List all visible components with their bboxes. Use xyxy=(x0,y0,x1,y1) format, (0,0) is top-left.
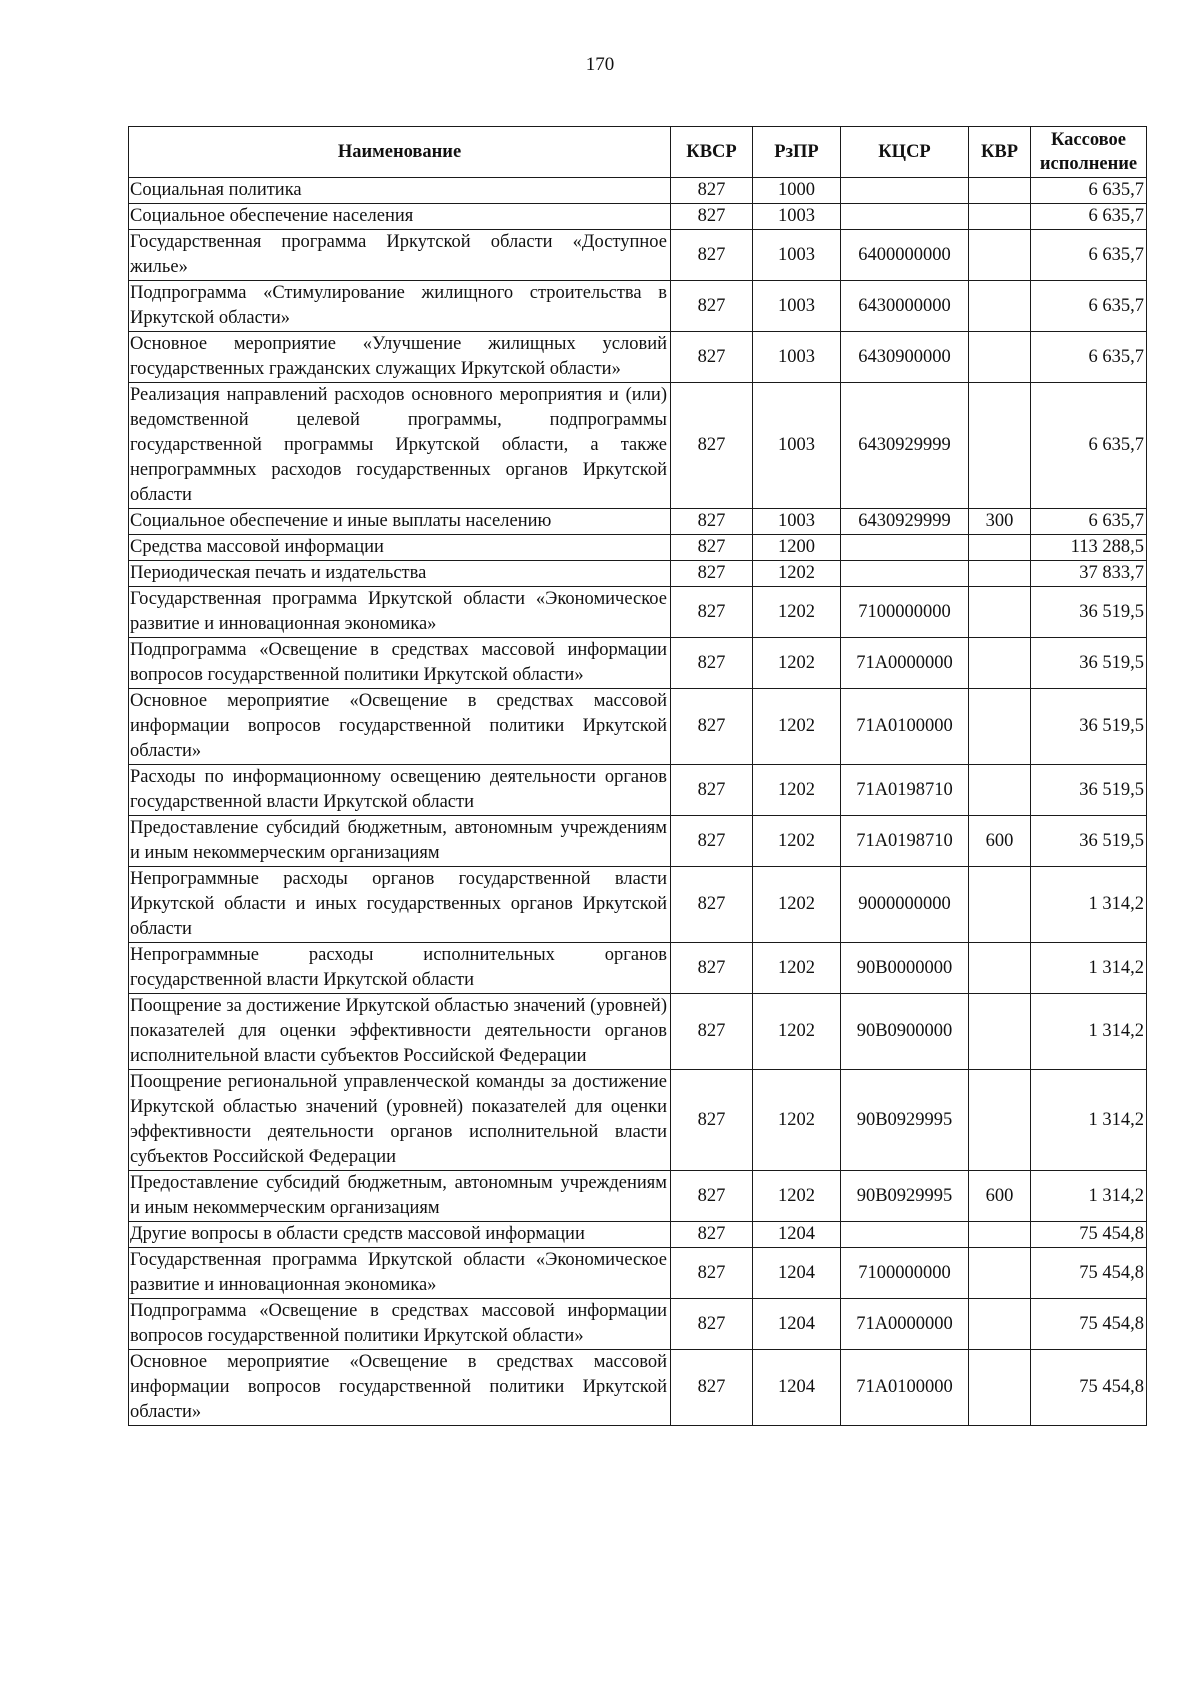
table-row xyxy=(129,178,1147,204)
table-row xyxy=(129,765,1147,816)
cell-name: Реализация направлений расходов основного мероприятия и (или) ведомственной целевой программы, подпрограммы государственной программы Иркутской области, а также непрограммных расходов государственных органов Иркутской области xyxy=(129,383,671,509)
cell-amount: 1 314,2 xyxy=(1031,943,1147,994)
cell-kcsr: 90В0900000 xyxy=(841,994,969,1070)
cell-kvr xyxy=(969,535,1031,561)
cell-kvsr: 827 xyxy=(671,765,753,816)
cell-name: Непрограммные расходы исполнительных органов государственной власти Иркутской области xyxy=(129,943,671,994)
cell-rzpr: 1202 xyxy=(753,689,841,765)
cell-name: Непрограммные расходы органов государственной власти Иркутской области и иных государственных органов Иркутской области xyxy=(129,867,671,943)
cell-kvsr: 827 xyxy=(671,204,753,230)
cell-amount: 6 635,7 xyxy=(1031,383,1147,509)
cell-kcsr: 90В0929995 xyxy=(841,1171,969,1222)
cell-kvr xyxy=(969,204,1031,230)
table-row xyxy=(129,1070,1147,1171)
cell-rzpr: 1204 xyxy=(753,1299,841,1350)
cell-kcsr: 71А0000000 xyxy=(841,638,969,689)
cell-kcsr: 7100000000 xyxy=(841,1248,969,1299)
header-rzpr: РзПР xyxy=(753,127,841,178)
table-row xyxy=(129,332,1147,383)
cell-kcsr: 71А0198710 xyxy=(841,816,969,867)
cell-kvr xyxy=(969,638,1031,689)
cell-kcsr: 90В0000000 xyxy=(841,943,969,994)
cell-amount: 6 635,7 xyxy=(1031,281,1147,332)
table-body xyxy=(129,178,1147,1426)
cell-kcsr: 90В0929995 xyxy=(841,1070,969,1171)
cell-kcsr xyxy=(841,178,969,204)
cell-amount: 1 314,2 xyxy=(1031,867,1147,943)
cell-kcsr: 6430900000 xyxy=(841,332,969,383)
cell-kvsr: 827 xyxy=(671,509,753,535)
cell-rzpr: 1003 xyxy=(753,230,841,281)
cell-kvsr: 827 xyxy=(671,994,753,1070)
cell-kcsr: 9000000000 xyxy=(841,867,969,943)
cell-rzpr: 1202 xyxy=(753,638,841,689)
cell-name: Социальная политика xyxy=(129,178,671,204)
cell-name: Подпрограмма «Стимулирование жилищного строительства в Иркутской области» xyxy=(129,281,671,332)
cell-kvsr: 827 xyxy=(671,1248,753,1299)
cell-amount: 6 635,7 xyxy=(1031,204,1147,230)
cell-name: Подпрограмма «Освещение в средствах массовой информации вопросов государственной политики Иркутской области» xyxy=(129,1299,671,1350)
table-row xyxy=(129,1222,1147,1248)
cell-amount: 75 454,8 xyxy=(1031,1350,1147,1426)
cell-kvsr: 827 xyxy=(671,1171,753,1222)
cell-amount: 75 454,8 xyxy=(1031,1248,1147,1299)
cell-kcsr xyxy=(841,204,969,230)
cell-rzpr: 1202 xyxy=(753,561,841,587)
cell-name: Основное мероприятие «Улучшение жилищных условий государственных гражданских служащих Иркутской области» xyxy=(129,332,671,383)
cell-kvr xyxy=(969,1248,1031,1299)
cell-amount: 6 635,7 xyxy=(1031,230,1147,281)
cell-kvr xyxy=(969,1350,1031,1426)
cell-amount: 36 519,5 xyxy=(1031,587,1147,638)
table-row xyxy=(129,867,1147,943)
cell-kvr xyxy=(969,867,1031,943)
cell-kvsr: 827 xyxy=(671,178,753,204)
table-row xyxy=(129,204,1147,230)
cell-rzpr: 1204 xyxy=(753,1248,841,1299)
cell-kvr xyxy=(969,561,1031,587)
table-row xyxy=(129,1248,1147,1299)
cell-amount: 36 519,5 xyxy=(1031,689,1147,765)
cell-kvr xyxy=(969,178,1031,204)
cell-amount: 75 454,8 xyxy=(1031,1299,1147,1350)
cell-kcsr: 71А0198710 xyxy=(841,765,969,816)
cell-name: Предоставление субсидий бюджетным, автономным учреждениям и иным некоммерческим организациям xyxy=(129,816,671,867)
cell-name: Предоставление субсидий бюджетным, автономным учреждениям и иным некоммерческим организациям xyxy=(129,1171,671,1222)
table-row xyxy=(129,994,1147,1070)
cell-kvsr: 827 xyxy=(671,816,753,867)
cell-kvsr: 827 xyxy=(671,281,753,332)
cell-kvr xyxy=(969,230,1031,281)
cell-kvr xyxy=(969,383,1031,509)
table-header-row xyxy=(129,127,1147,178)
header-kvr: КВР xyxy=(969,127,1031,178)
cell-rzpr: 1003 xyxy=(753,332,841,383)
cell-rzpr: 1202 xyxy=(753,1171,841,1222)
cell-kvsr: 827 xyxy=(671,383,753,509)
header-kcsr: КЦСР xyxy=(841,127,969,178)
cell-kcsr: 71А0000000 xyxy=(841,1299,969,1350)
table-row xyxy=(129,638,1147,689)
cell-rzpr: 1003 xyxy=(753,509,841,535)
cell-kvsr: 827 xyxy=(671,943,753,994)
cell-kvsr: 827 xyxy=(671,1299,753,1350)
cell-amount: 1 314,2 xyxy=(1031,994,1147,1070)
cell-name: Государственная программа Иркутской области «Экономическое развитие и инновационная экономика» xyxy=(129,1248,671,1299)
cell-name: Социальное обеспечение населения xyxy=(129,204,671,230)
cell-name: Основное мероприятие «Освещение в средствах массовой информации вопросов государственной политики Иркутской области» xyxy=(129,1350,671,1426)
cell-amount: 37 833,7 xyxy=(1031,561,1147,587)
table-row xyxy=(129,383,1147,509)
cell-name: Государственная программа Иркутской области «Экономическое развитие и инновационная экономика» xyxy=(129,587,671,638)
table-row xyxy=(129,689,1147,765)
cell-rzpr: 1202 xyxy=(753,943,841,994)
cell-kcsr: 6400000000 xyxy=(841,230,969,281)
cell-rzpr: 1202 xyxy=(753,867,841,943)
cell-kvr xyxy=(969,1222,1031,1248)
table-row xyxy=(129,1299,1147,1350)
table-row xyxy=(129,281,1147,332)
cell-kvr: 600 xyxy=(969,816,1031,867)
cell-kcsr xyxy=(841,1222,969,1248)
cell-name: Подпрограмма «Освещение в средствах массовой информации вопросов государственной политики Иркутской области» xyxy=(129,638,671,689)
cell-amount: 1 314,2 xyxy=(1031,1070,1147,1171)
cell-kcsr: 71А0100000 xyxy=(841,689,969,765)
cell-rzpr: 1202 xyxy=(753,816,841,867)
cell-kvsr: 827 xyxy=(671,332,753,383)
cell-name: Поощрение за достижение Иркутской областью значений (уровней) показателей для оценки эффективности деятельности органов исполнительной власти субъектов Российской Федерации xyxy=(129,994,671,1070)
cell-kvr xyxy=(969,332,1031,383)
cell-kvsr: 827 xyxy=(671,1070,753,1171)
cell-rzpr: 1204 xyxy=(753,1350,841,1426)
header-name: Наименование xyxy=(129,127,671,178)
cell-name: Поощрение региональной управленческой команды за достижение Иркутской областью значений (уровней) показателей для оценки эффективности деятельности органов исполнительной власти субъектов Российской Федерации xyxy=(129,1070,671,1171)
cell-kcsr: 71А0100000 xyxy=(841,1350,969,1426)
cell-rzpr: 1202 xyxy=(753,765,841,816)
cell-kvr xyxy=(969,587,1031,638)
cell-name: Расходы по информационному освещению деятельности органов государственной власти Иркутской области xyxy=(129,765,671,816)
cell-kvr xyxy=(969,1299,1031,1350)
cell-kvsr: 827 xyxy=(671,535,753,561)
table-row xyxy=(129,535,1147,561)
cell-rzpr: 1202 xyxy=(753,994,841,1070)
cell-kvr xyxy=(969,994,1031,1070)
cell-kcsr xyxy=(841,561,969,587)
table-row xyxy=(129,561,1147,587)
cell-rzpr: 1003 xyxy=(753,204,841,230)
cell-amount: 1 314,2 xyxy=(1031,1171,1147,1222)
cell-kvsr: 827 xyxy=(671,638,753,689)
cell-kvsr: 827 xyxy=(671,587,753,638)
cell-kvr xyxy=(969,765,1031,816)
cell-amount: 113 288,5 xyxy=(1031,535,1147,561)
cell-name: Периодическая печать и издательства xyxy=(129,561,671,587)
cell-kcsr: 7100000000 xyxy=(841,587,969,638)
cell-name: Основное мероприятие «Освещение в средствах массовой информации вопросов государственной политики Иркутской области» xyxy=(129,689,671,765)
cell-rzpr: 1200 xyxy=(753,535,841,561)
table-row xyxy=(129,943,1147,994)
cell-kvr xyxy=(969,281,1031,332)
cell-kvsr: 827 xyxy=(671,867,753,943)
table-row xyxy=(129,230,1147,281)
header-kvsr: КВСР xyxy=(671,127,753,178)
cell-rzpr: 1003 xyxy=(753,383,841,509)
cell-kcsr xyxy=(841,535,969,561)
cell-amount: 36 519,5 xyxy=(1031,765,1147,816)
cell-kvr xyxy=(969,943,1031,994)
cell-kvr xyxy=(969,1070,1031,1171)
table-row xyxy=(129,587,1147,638)
cell-kvr xyxy=(969,689,1031,765)
cell-rzpr: 1003 xyxy=(753,281,841,332)
cell-name: Средства массовой информации xyxy=(129,535,671,561)
cell-rzpr: 1202 xyxy=(753,587,841,638)
cell-name: Другие вопросы в области средств массовой информации xyxy=(129,1222,671,1248)
cell-kcsr: 6430929999 xyxy=(841,383,969,509)
cell-kvsr: 827 xyxy=(671,689,753,765)
cell-rzpr: 1202 xyxy=(753,1070,841,1171)
table-row xyxy=(129,1350,1147,1426)
cell-amount: 6 635,7 xyxy=(1031,332,1147,383)
budget-execution-table xyxy=(128,126,1147,1426)
cell-amount: 6 635,7 xyxy=(1031,509,1147,535)
cell-kvsr: 827 xyxy=(671,561,753,587)
cell-kvsr: 827 xyxy=(671,1350,753,1426)
cell-amount: 36 519,5 xyxy=(1031,638,1147,689)
cell-kcsr: 6430929999 xyxy=(841,509,969,535)
cell-kcsr: 6430000000 xyxy=(841,281,969,332)
cell-rzpr: 1204 xyxy=(753,1222,841,1248)
cell-kvr: 600 xyxy=(969,1171,1031,1222)
cell-kvsr: 827 xyxy=(671,230,753,281)
header-amount: Кассовое исполнение xyxy=(1031,127,1147,178)
cell-name: Государственная программа Иркутской области «Доступное жилье» xyxy=(129,230,671,281)
table-row xyxy=(129,816,1147,867)
cell-name: Социальное обеспечение и иные выплаты населению xyxy=(129,509,671,535)
page-number: 170 xyxy=(585,54,615,75)
cell-amount: 6 635,7 xyxy=(1031,178,1147,204)
table-row xyxy=(129,1171,1147,1222)
cell-kvr: 300 xyxy=(969,509,1031,535)
table-row xyxy=(129,509,1147,535)
cell-amount: 36 519,5 xyxy=(1031,816,1147,867)
cell-kvsr: 827 xyxy=(671,1222,753,1248)
cell-rzpr: 1000 xyxy=(753,178,841,204)
cell-amount: 75 454,8 xyxy=(1031,1222,1147,1248)
